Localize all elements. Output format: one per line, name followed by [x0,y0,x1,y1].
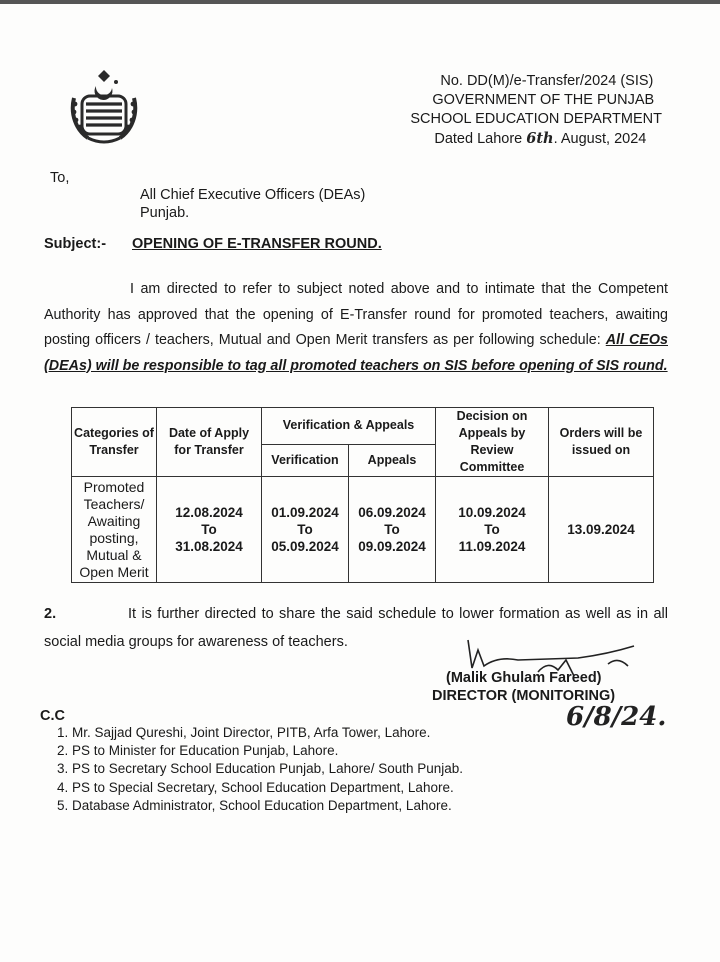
paragraph-1-emphasis: All CEOs (DEAs) will be responsible to tag all promoted teachers on SIS before opening of SIS round. [44,332,668,374]
signatory-designation: DIRECTOR (MONITORING) [432,688,616,704]
punjab-government-emblem-icon [66,66,142,146]
cc-list [54,724,463,815]
paragraph-1 [44,277,668,379]
date-suffix: August, 2024 [560,131,647,147]
apply-cell [157,477,262,583]
decision-to: 11.09.2024 [458,539,526,554]
to-word: To [297,522,313,537]
schedule-table [71,407,654,583]
paragraph-2-number: 2. [44,606,57,622]
to-label: To, [50,170,70,186]
subject-label: Subject:- [44,236,107,252]
verification-from: 01.09.2024 [271,505,339,520]
header-orders: Orders will be issued on [549,408,654,477]
category-line: posting, [89,529,139,546]
to-word: To [384,522,400,537]
header-apply: Date of Apply for Transfer [157,408,262,477]
recipient-address [140,186,365,222]
header-verification: Verification [262,444,349,476]
apply-to: 31.08.2024 [175,539,243,554]
category-line: Teachers/ [83,495,145,512]
orders-cell: 13.09.2024 [549,477,654,583]
category-line: Promoted [83,478,145,495]
verification-cell [262,477,349,583]
table-row [72,477,654,583]
category-line: Awaiting [87,512,141,529]
date-day-handwritten: 6th [526,130,554,147]
list-item: 3. PS to Secretary School Education Punjab, Lahore/ South Punjab. [72,760,463,778]
apply-from: 12.08.2024 [175,505,243,520]
recipient-line-2: Punjab. [140,205,190,221]
date-prefix: Dated Lahore [434,131,523,147]
government-name: GOVERNMENT OF THE PUNJAB [432,92,655,108]
signatory-name: (Malik Ghulam Fareed) [446,670,602,686]
decision-cell [436,477,549,583]
appeals-to: 09.09.2024 [358,539,426,554]
category-line: Open Merit [79,563,149,580]
header-verification-appeals: Verification & Appeals [262,408,436,445]
category-line: Mutual & [86,546,142,563]
header-decision: Decision on Appeals by Review Committee [436,408,549,477]
subject-line [44,236,382,252]
top-border [0,0,720,4]
letter-date: Dated Lahore 6th. August, 2024 [434,130,647,147]
reference-number: No. DD(M)/e-Transfer/2024 (SIS) [440,73,654,89]
verification-to: 05.09.2024 [271,539,339,554]
to-word: To [201,522,217,537]
handwritten-date: 6/8/24. [566,702,667,732]
paragraph-2-text: It is further directed to share the said schedule to lower formation as well as in all social media groups for awareness of teachers. [44,606,668,650]
department-name: SCHOOL EDUCATION DEPARTMENT [410,111,662,127]
header-categories: Categories of Transfer [72,408,157,477]
list-item: 1. Mr. Sajjad Qureshi, Joint Director, PITB, Arfa Tower, Lahore. [72,724,463,742]
list-item: 5. Database Administrator, School Education Department, Lahore. [72,797,463,815]
decision-from: 10.09.2024 [458,505,526,520]
subject-text: OPENING OF E-TRANSFER ROUND. [132,236,382,252]
recipient-line-1: All Chief Executive Officers (DEAs) [140,187,366,203]
to-word: To [484,522,500,537]
list-item: 2. PS to Minister for Education Punjab, Lahore. [72,742,463,760]
header-appeals: Appeals [349,444,436,476]
category-cell [72,477,157,583]
appeals-from: 06.09.2024 [358,505,426,520]
letter-header [410,72,662,149]
list-item: 4. PS to Special Secretary, School Education Department, Lahore. [72,779,463,797]
paragraph-1-text: I am directed to refer to subject noted above and to intimate that the Competent Authority has approved that the opening of E-Transfer round for promoted teachers, awaiting posting officers / teachers, Mutual and Open Merit transfers as per following schedule: [44,281,668,348]
appeals-cell [349,477,436,583]
cc-label: C.C [40,708,65,724]
